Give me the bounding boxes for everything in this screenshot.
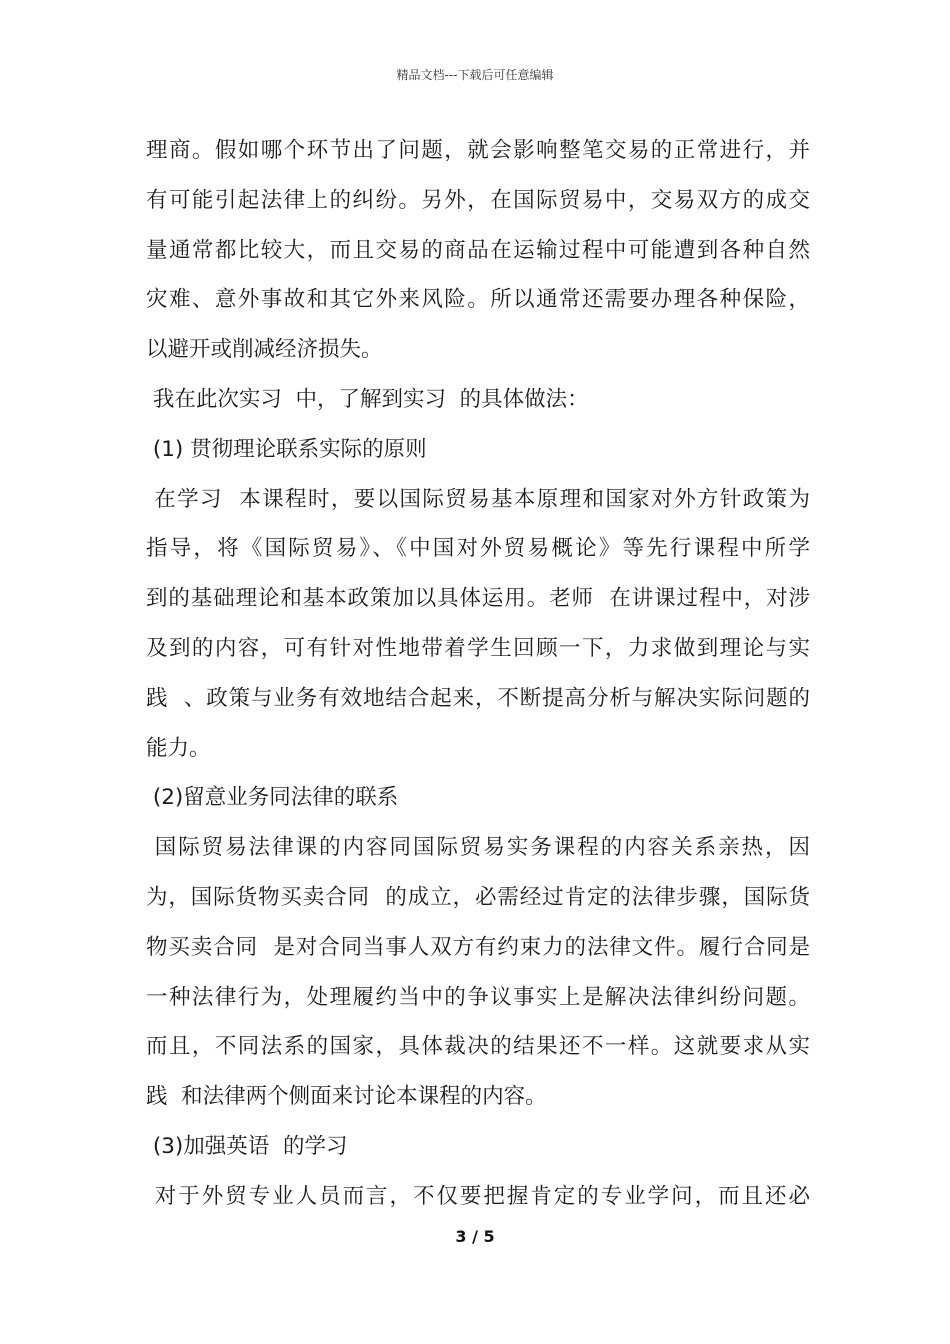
body-line-19: 而且，不同法系的国家，具体裁决的结果还不一样。这就要求从实 <box>146 1034 810 1060</box>
body-line-22: 对于外贸专业人员而言，不仅要把握肯定的专业学问，而且还必 <box>146 1183 810 1209</box>
body-line-13: 能力。 <box>146 735 211 761</box>
body-line-3: 量通常都比较大，而且交易的商品在运输过程中可能遭到各种自然 <box>146 237 810 263</box>
page-number: 3 / 5 <box>455 1227 495 1246</box>
section-heading-1: (1) 贯彻理论联系实际的原则 <box>146 436 427 462</box>
body-line-16: 为，国际货物买卖合同 的成立，必需经过肯定的法律步骤，国际货 <box>146 884 810 910</box>
section-heading-3: (3)加强英语 的学习 <box>146 1133 348 1159</box>
body-line-1: 理商。假如哪个环节出了问题，就会影响整笔交易的正常进行，并 <box>146 138 810 163</box>
body-line-17: 物买卖合同 是对合同当事人双方有约束力的法律文件。履行合同是 <box>146 934 810 960</box>
body-line-10: 到的基础理论和基本政策加以具体运用。老师 在讲课过程中，对涉 <box>146 586 810 612</box>
body-line-11: 及到的内容，可有针对性地带着学生回顾一下，力求做到理论与实 <box>146 635 810 661</box>
body-line-4: 灾难、意外事故和其它外来风险。所以通常还需要办理各种保险， <box>146 287 810 313</box>
document-body <box>146 126 810 1222</box>
body-line-2: 有可能引起法律上的纠纷。另外，在国际贸易中，交易双方的成交 <box>146 187 810 213</box>
body-line-9: 指导，将《国际贸易》、《中国对外贸易概论》等先行课程中所学 <box>146 536 810 562</box>
body-line-20: 践 和法律两个侧面来讨论本课程的内容。 <box>146 1084 547 1110</box>
body-line-6: 我在此次实习 中，了解到实习 的具体做法： <box>146 386 589 412</box>
body-line-5: 以避开或削减经济损失。 <box>146 337 383 363</box>
body-line-18: 一种法律行为，处理履约当中的争议事实上是解决法律纠纷问题。 <box>146 984 810 1010</box>
section-heading-2: (2)留意业务同法律的联系 <box>146 785 399 811</box>
body-line-15: 国际贸易法律课的内容同国际贸易实务课程的内容关系亲热，因 <box>146 835 810 861</box>
body-line-12: 践 、政策与业务有效地结合起来，不断提高分析与解决实际问题的 <box>146 685 810 711</box>
body-line-8: 在学习 本课程时，要以国际贸易基本原理和国家对外方针政策为 <box>146 486 810 512</box>
page-header: 精品文档---下载后可任意编辑 <box>396 68 554 82</box>
